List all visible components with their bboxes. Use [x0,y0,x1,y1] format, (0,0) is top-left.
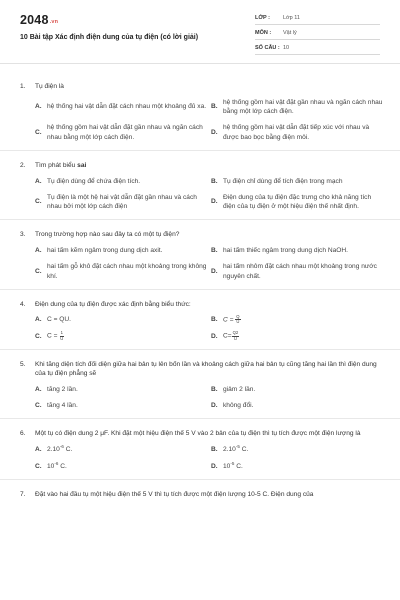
option-b[interactable] [211,177,385,187]
question-number: 7. [20,491,26,499]
option-b[interactable] [211,246,385,256]
fraction-denominator: U [236,319,240,325]
question-5 [0,350,400,419]
option-formula [223,315,385,325]
option-c[interactable] [35,262,209,282]
site-logo[interactable] [20,13,58,27]
question-number: 2. [20,162,26,170]
question-text: Một tụ có điện dung 2 μF. Khi đặt một hiệu điện thế 5 V vào 2 bản của tụ điện thì tụ tích được một điện lượng là [35,429,361,437]
option-letter: A. [35,316,42,324]
option-text: Tụ điện dùng để chứa điện tích. [47,177,141,185]
option-letter: B. [211,445,218,453]
value-base: 10 [47,463,55,471]
formula-lhs: C= [223,332,232,340]
option-letter: A. [35,246,42,254]
option-c[interactable] [35,331,209,341]
meta-class-label: LỚP : [255,15,270,21]
fraction-numerator: 1 [60,330,63,336]
option-b[interactable] [211,98,385,118]
option-d[interactable] [211,461,385,472]
meta-count-value: 10 [283,45,290,51]
question-6 [0,419,400,481]
question-number: 5. [20,360,26,368]
question-text: Trong trường hợp nào sau đây ta có một tụ điện? [35,231,180,239]
option-text: tăng 2 lần. [47,385,78,393]
option-letter: C. [35,462,42,470]
option-letter: D. [211,129,218,137]
option-text: không đổi. [223,401,254,409]
option-text: hai tấm thiếc ngâm trong dung dịch NaOH. [223,246,348,254]
meta-class-value: Lớp 11 [283,15,300,21]
option-value [47,444,209,455]
option-a[interactable] [35,98,209,118]
option-letter: A. [35,445,42,453]
option-text: hai tấm kẽm ngâm trong dung dịch axit. [47,246,163,254]
meta-class [255,13,380,25]
value-exponent: -5 [235,444,240,450]
fraction-denominator: U [60,335,64,341]
option-a[interactable] [35,444,209,455]
option-letter: A. [35,177,42,185]
option-d[interactable] [211,331,385,341]
meta-count-label: SỐ CÂU : [255,45,280,51]
question-3 [0,220,400,289]
question-text: Tụ điện là [35,83,64,90]
fraction-numerator: Q [236,314,240,320]
value-base: 10 [223,463,231,471]
option-text: Điện dung của tụ điện đặc trưng cho khả năng tích điện của tụ điện ở một hiệu điện thế nhất định. [223,193,372,211]
fraction-denominator: U [233,335,237,341]
option-letter: C. [35,267,42,275]
option-value [223,461,385,472]
fraction-numerator: Q2 [232,330,239,336]
value-base: 2.10 [223,446,236,454]
option-letter: B. [211,246,218,254]
value-unit: C. [239,446,249,454]
question-1 [0,72,400,151]
value-base: 2.10 [47,446,60,454]
question-text: Điện dung của tụ điện được xác định bằng biểu thức: [35,300,191,308]
option-b[interactable] [211,385,385,395]
value-exponent: -6 [59,444,64,450]
option-value [47,461,209,472]
option-letter: B. [211,316,218,324]
question-text [35,161,380,171]
option-a[interactable] [35,246,209,256]
option-letter: D. [211,267,218,275]
option-text: Tụ điện chỉ dùng để tích điện trong mạch [223,177,343,185]
option-text: tăng 4 lần. [47,401,78,409]
option-letter: C. [35,198,42,206]
option-letter: C. [35,332,42,340]
logo-suffix: .vn [49,19,59,25]
option-letter: D. [211,401,218,409]
option-letter: C. [35,129,42,137]
option-letter: B. [211,103,218,111]
meta-subject-label: MÔN : [255,30,272,36]
value-exponent: -5 [230,461,235,467]
question-text: Khi tăng diện tích đối diện giữa hai bản tụ lên bốn lần và khoảng cách giữa hai bản tụ cũng tăng hai lần thì điện dung của tụ điện phẳng sẽ [35,360,377,378]
option-text: Tụ điện là một hệ hai vật dẫn đặt gần nhau và cách nhau bởi một lớp cách điện [47,193,197,211]
question-2 [0,151,400,220]
option-text: C = QU. [47,316,71,324]
formula-lhs: C = [47,332,58,340]
option-text: hệ thống gồm hai vật dẫn đặt tiếp xúc với nhau và được bao bọc bằng điện môi. [223,124,370,142]
question-text: Đặt vào hai đầu tụ một hiệu điện thế 5 V thì tụ tích được một điện lượng 10-5 C. Điện dung của [35,491,314,499]
option-d[interactable] [211,401,385,411]
option-text: hai tấm gỗ khô đặt cách nhau một khoảng trong không khí. [47,262,207,280]
question-7 [0,480,400,507]
document-header [0,0,400,64]
option-letter: C. [35,401,42,409]
option-value [223,444,385,455]
value-exponent: -6 [54,461,59,467]
option-text: hai tấm nhôm đặt cách nhau một khoảng trong nước nguyên chất. [223,262,377,280]
option-letter: D. [211,462,218,470]
value-unit: C. [58,463,67,471]
option-c[interactable] [35,193,209,213]
question-list [0,72,400,507]
fraction [59,331,64,340]
meta-subject-value: Vật lý [283,30,297,36]
option-letter: A. [35,385,42,393]
value-unit: C. [234,463,243,471]
question-number: 3. [20,231,26,239]
option-text: hệ thống gồm hai vật dẫn đặt gần nhau và ngăn cách nhau bằng một lớp cách điện. [47,124,203,142]
question-text-emphasis: sai [77,162,87,170]
option-d[interactable] [211,262,385,282]
meta-subject [255,28,380,40]
fraction [235,315,240,324]
question-4 [0,290,400,350]
option-letter: B. [211,177,218,185]
option-a[interactable] [35,315,209,325]
option-b[interactable] [211,444,385,455]
fraction [232,331,240,340]
question-number: 4. [20,300,26,308]
option-text: hệ thống hai vật dẫn đặt cách nhau một khoảng đủ xa. [47,103,207,111]
option-c[interactable] [35,461,209,472]
option-letter: A. [35,103,42,111]
option-d[interactable] [211,123,385,143]
option-c[interactable] [35,123,209,143]
option-c[interactable] [35,401,209,411]
question-number: 1. [20,83,26,90]
document-title: 10 Bài tập Xác định điện dung của tụ điện (có lời giải) [20,34,199,41]
option-a[interactable] [35,177,209,187]
option-letter: D. [211,198,218,206]
value-unit: C. [63,446,73,454]
option-formula [223,331,385,341]
formula-lhs: C = [223,316,234,324]
meta-count [255,43,380,55]
option-text: hệ thống gồm hai vật đặt gần nhau và ngăn cách nhau bằng một lớp cách điện. [223,98,383,116]
option-b[interactable] [211,315,385,325]
logo-text: 2048 [20,13,49,27]
option-formula [47,331,209,341]
option-text: giảm 2 lần. [223,385,256,393]
question-number: 6. [20,429,26,437]
option-letter: B. [211,385,218,393]
option-a[interactable] [35,385,209,395]
option-d[interactable] [211,193,385,213]
question-text-main: Tìm phát biểu [35,162,78,170]
option-letter: D. [211,332,218,340]
